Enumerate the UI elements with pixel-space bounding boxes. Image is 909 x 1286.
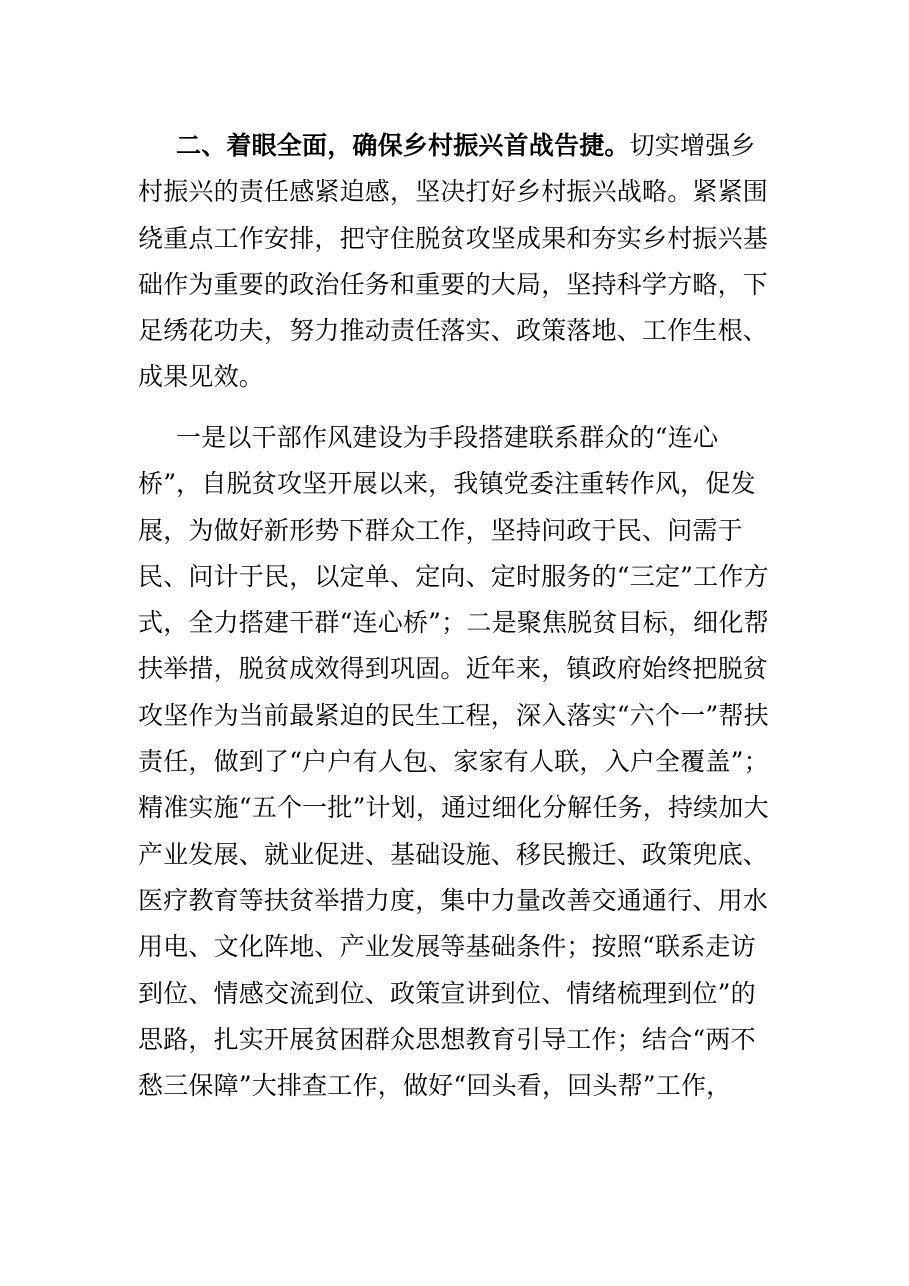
paragraph-cadre-work-style xyxy=(138,415,778,1109)
paragraph-heading: 二、着眼全面，确保乡村振兴首战告捷。 xyxy=(176,131,630,160)
paragraph-body: 一是以干部作风建设为手段搭建联系群众的“连心桥”，自脱贫攻坚开展以来，我镇党委注重转作风，促发展，为做好新形势下群众工作，坚持问政于民、问需于民、问计于民，以定单、定向、定时服务的“三定”工作方式，全力搭建干群“连心桥”；二是聚焦脱贫目标，细化帮扶举措，脱贫成效得到巩固。近年来，镇政府始终把脱贫攻坚作为当前最紧迫的民生工程，深入落实“六个一”帮扶责任，做到了“户户有人包、家家有人联，入户全覆盖”；精准实施“五个一批”计划，通过细化分解任务，持续加大产业发展、就业促进、基础设施、移民搬迁、政策兜底、医疗教育等扶贫举措力度，集中力量改善交通通行、用水用电、文化阵地、产业发展等基础条件；按照“联系走访到位、情感交流到位、政策宣讲到位、情绪梳理到位”的思路，扎实开展贫困群众思想教育引导工作；结合“两不愁三保障”大排查工作，做好“回头看，回头帮”工作， xyxy=(138,423,769,1101)
paragraph-rural-revitalization xyxy=(138,123,778,401)
paragraph-body: 切实增强乡村振兴的责任感紧迫感，坚决打好乡村振兴战略。紧紧围绕重点工作安排，把守住脱贫攻坚成果和夯实乡村振兴基础作为重要的政治任务和重要的大局，坚持科学方略，下足绣花功夫，努力推动责任落实、政策落地、工作生根、成果见效。 xyxy=(138,131,769,392)
